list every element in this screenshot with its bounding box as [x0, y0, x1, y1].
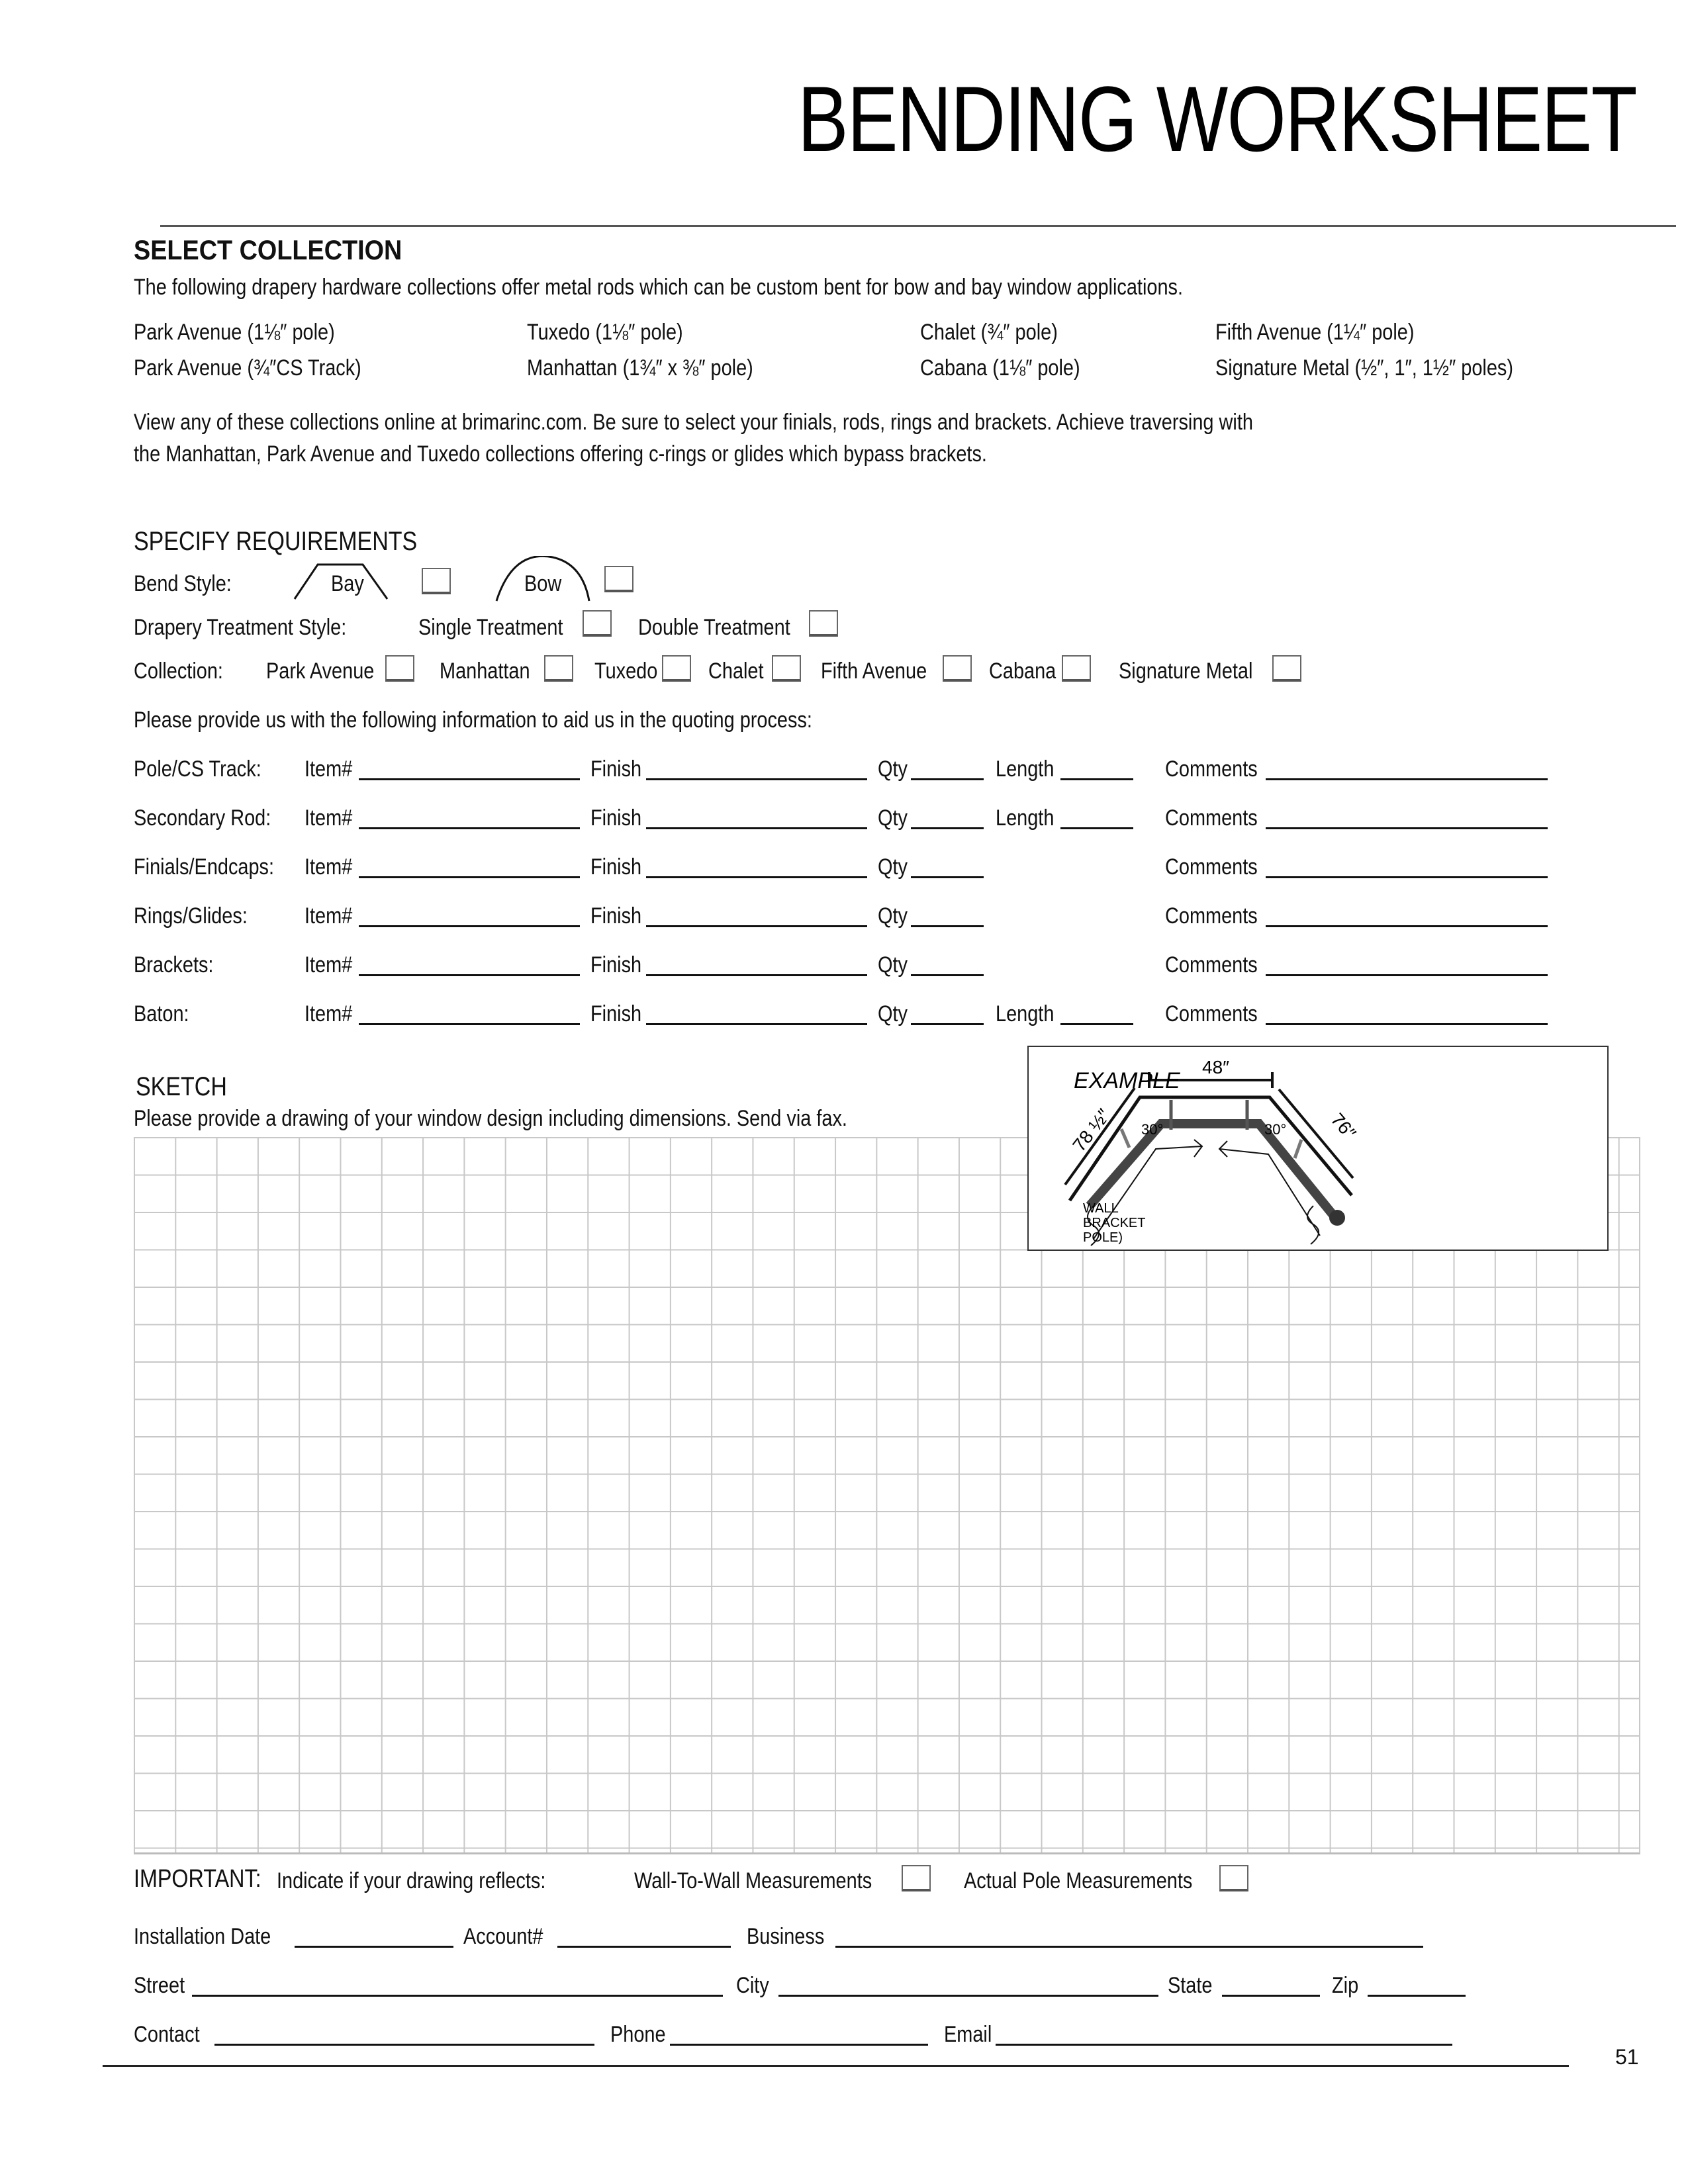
row-label-rings-glides: Rings/Glides:	[134, 903, 248, 929]
length-field-secondary-rod[interactable]	[1060, 807, 1133, 829]
installation-date-field[interactable]	[295, 1926, 453, 1948]
wall-to-wall-label: Wall-To-Wall Measurements	[634, 1868, 872, 1893]
qty-field-secondary-rod[interactable]	[911, 807, 984, 829]
select-collection-heading: SELECT COLLECTION	[134, 234, 402, 265]
collection-park-avenue-track: Park Avenue (¾″CS Track)	[134, 355, 361, 381]
street-field[interactable]	[192, 1975, 723, 1997]
cabana-checkbox[interactable]	[1062, 655, 1091, 682]
comments-label: Comments	[1165, 903, 1258, 929]
item-label: Item#	[305, 952, 353, 978]
finish-field-pole-cs-track[interactable]	[646, 758, 867, 780]
collection-option-cabana: Cabana	[989, 659, 1056, 684]
comments-field-secondary-rod[interactable]	[1266, 807, 1548, 829]
manhattan-checkbox[interactable]	[544, 655, 573, 682]
qty-label: Qty	[878, 756, 908, 782]
comments-label: Comments	[1165, 1001, 1258, 1026]
business-label: Business	[747, 1924, 825, 1949]
header-divider	[160, 225, 1676, 227]
bend-option-bow-label: Bow	[524, 571, 562, 596]
collection-option-chalet: Chalet	[708, 659, 764, 684]
qty-field-baton[interactable]	[911, 1003, 984, 1025]
collection-manhattan: Manhattan (1¾″ x ⅜″ pole)	[527, 355, 753, 381]
collection-label: Collection:	[134, 659, 223, 684]
qty-label: Qty	[878, 903, 908, 929]
select-collection-intro: The following drapery hardware collections offer metal rods which can be custom bent for bow and bay window applications.	[134, 275, 1184, 300]
double-treatment-label: Double Treatment	[638, 615, 790, 640]
signature-metal-checkbox[interactable]	[1272, 655, 1301, 682]
single-treatment-checkbox[interactable]	[583, 610, 612, 637]
bend-option-bay-label: Bay	[331, 571, 364, 596]
contact-field[interactable]	[214, 2024, 594, 2046]
legend-pole: POLE)	[1083, 1230, 1123, 1245]
phone-field[interactable]	[670, 2024, 928, 2046]
single-treatment-label: Single Treatment	[418, 615, 563, 640]
actual-pole-checkbox[interactable]	[1219, 1865, 1248, 1891]
actual-pole-label: Actual Pole Measurements	[964, 1868, 1193, 1893]
bay-checkbox[interactable]	[422, 568, 451, 594]
collection-option-park-avenue: Park Avenue	[266, 659, 375, 684]
item-field-pole-cs-track[interactable]	[359, 758, 580, 780]
item-field-rings-glides[interactable]	[359, 905, 580, 927]
finish-label: Finish	[590, 952, 642, 978]
comments-label: Comments	[1165, 854, 1258, 880]
treatment-style-label: Drapery Treatment Style:	[134, 615, 347, 640]
item-field-brackets[interactable]	[359, 954, 580, 976]
dim-right-label: 76″	[1327, 1109, 1360, 1144]
finish-label: Finish	[590, 903, 642, 929]
collection-signature-metal: Signature Metal (½″, 1″, 1½″ poles)	[1215, 355, 1513, 381]
finish-field-secondary-rod[interactable]	[646, 807, 867, 829]
collection-option-signature-metal: Signature Metal	[1119, 659, 1253, 684]
finish-label: Finish	[590, 756, 642, 782]
collection-tuxedo: Tuxedo (1⅛″ pole)	[527, 320, 683, 345]
double-treatment-checkbox[interactable]	[809, 610, 838, 637]
row-label-baton: Baton:	[134, 1001, 189, 1026]
comments-label: Comments	[1165, 805, 1258, 831]
legend-wall: WALL	[1083, 1201, 1119, 1216]
item-field-finials-endcaps[interactable]	[359, 856, 580, 878]
phone-label: Phone	[610, 2022, 666, 2047]
length-label: Length	[996, 756, 1055, 782]
contact-label: Contact	[134, 2022, 200, 2047]
qty-field-pole-cs-track[interactable]	[911, 758, 984, 780]
email-field[interactable]	[996, 2024, 1452, 2046]
finial-icon	[1329, 1210, 1345, 1226]
qty-label: Qty	[878, 1001, 908, 1026]
important-label: IMPORTANT:	[134, 1865, 261, 1893]
collection-option-tuxedo: Tuxedo	[594, 659, 658, 684]
bow-checkbox[interactable]	[604, 566, 633, 592]
example-label: EXAMPLE	[1074, 1068, 1180, 1093]
finish-field-baton[interactable]	[646, 1003, 867, 1025]
item-label: Item#	[305, 903, 353, 929]
chalet-checkbox[interactable]	[772, 655, 801, 682]
city-field[interactable]	[778, 1975, 1158, 1997]
length-field-baton[interactable]	[1060, 1003, 1133, 1025]
important-text: Indicate if your drawing reflects:	[277, 1868, 546, 1893]
footer-divider	[103, 2065, 1569, 2067]
tuxedo-checkbox[interactable]	[662, 655, 691, 682]
sketch-heading: SKETCH	[136, 1072, 227, 1101]
collection-option-manhattan: Manhattan	[440, 659, 530, 684]
collection-option-fifth-avenue: Fifth Avenue	[821, 659, 927, 684]
collection-chalet: Chalet (¾″ pole)	[920, 320, 1058, 345]
length-label: Length	[996, 805, 1055, 831]
city-label: City	[736, 1973, 769, 1998]
row-label-pole-cs-track: Pole/CS Track:	[134, 756, 261, 782]
comments-field-brackets[interactable]	[1266, 954, 1548, 976]
finish-field-rings-glides[interactable]	[646, 905, 867, 927]
business-field[interactable]	[835, 1926, 1423, 1948]
row-label-finials-endcaps: Finials/Endcaps:	[134, 854, 275, 880]
example-bay-diagram	[1029, 1047, 1607, 1250]
wall-to-wall-checkbox[interactable]	[902, 1865, 931, 1891]
quote-prompt: Please provide us with the following information to aid us in the quoting process:	[134, 707, 812, 733]
page-title: BENDING WORKSHEET	[798, 67, 1636, 171]
angle-right-label: 30°	[1264, 1121, 1287, 1138]
finish-label: Finish	[590, 854, 642, 880]
example-drawing	[1027, 1046, 1609, 1251]
comments-field-finials-endcaps[interactable]	[1266, 856, 1548, 878]
qty-field-finials-endcaps[interactable]	[911, 856, 984, 878]
email-label: Email	[944, 2022, 992, 2047]
item-label: Item#	[305, 805, 353, 831]
length-label: Length	[996, 1001, 1055, 1026]
row-label-brackets: Brackets:	[134, 952, 214, 978]
collection-cabana: Cabana (1⅛″ pole)	[920, 355, 1080, 381]
finish-label: Finish	[590, 1001, 642, 1026]
park-avenue-checkbox[interactable]	[385, 655, 414, 682]
legend-bracket: BRACKET	[1083, 1216, 1146, 1230]
finish-field-finials-endcaps[interactable]	[646, 856, 867, 878]
account-field[interactable]	[557, 1926, 731, 1948]
fifth-avenue-checkbox[interactable]	[943, 655, 972, 682]
street-label: Street	[134, 1973, 185, 1998]
item-label: Item#	[305, 854, 353, 880]
zip-field[interactable]	[1368, 1975, 1466, 1997]
dim-center-label: 48″	[1202, 1057, 1230, 1077]
state-field[interactable]	[1222, 1975, 1320, 1997]
length-field-pole-cs-track[interactable]	[1060, 758, 1133, 780]
zip-label: Zip	[1332, 1973, 1359, 1998]
qty-field-rings-glides[interactable]	[911, 905, 984, 927]
item-field-baton[interactable]	[359, 1003, 580, 1025]
comments-field-pole-cs-track[interactable]	[1266, 758, 1548, 780]
comments-label: Comments	[1165, 756, 1258, 782]
installation-date-label: Installation Date	[134, 1924, 271, 1949]
row-label-secondary-rod: Secondary Rod:	[134, 805, 271, 831]
sketch-instruction: Please provide a drawing of your window design including dimensions. Send via fax.	[134, 1106, 847, 1131]
finish-label: Finish	[590, 805, 642, 831]
comments-label: Comments	[1165, 952, 1258, 978]
qty-label: Qty	[878, 805, 908, 831]
collection-note-line2: the Manhattan, Park Avenue and Tuxedo collections offering c-rings or glides which bypass brackets.	[134, 441, 987, 467]
collection-note-line1: View any of these collections online at brimarinc.com. Be sure to select your finials, rods, rings and brackets. Achieve traversing with	[134, 410, 1253, 435]
finish-field-brackets[interactable]	[646, 954, 867, 976]
qty-field-brackets[interactable]	[911, 954, 984, 976]
qty-label: Qty	[878, 952, 908, 978]
comments-field-rings-glides[interactable]	[1266, 905, 1548, 927]
state-label: State	[1168, 1973, 1213, 1998]
item-label: Item#	[305, 756, 353, 782]
comments-field-baton[interactable]	[1266, 1003, 1548, 1025]
dim-left-label: 78 ½″	[1068, 1105, 1115, 1156]
collection-fifth-avenue: Fifth Avenue (1¼″ pole)	[1215, 320, 1415, 345]
account-label: Account#	[463, 1924, 543, 1949]
item-field-secondary-rod[interactable]	[359, 807, 580, 829]
angle-left-label: 30°	[1141, 1121, 1164, 1138]
collection-park-avenue-pole: Park Avenue (1⅛″ pole)	[134, 320, 335, 345]
page-number: 51	[1615, 2045, 1639, 2069]
bend-style-label: Bend Style:	[134, 571, 232, 596]
item-label: Item#	[305, 1001, 353, 1026]
specify-requirements-heading: SPECIFY REQUIREMENTS	[134, 527, 418, 556]
qty-label: Qty	[878, 854, 908, 880]
